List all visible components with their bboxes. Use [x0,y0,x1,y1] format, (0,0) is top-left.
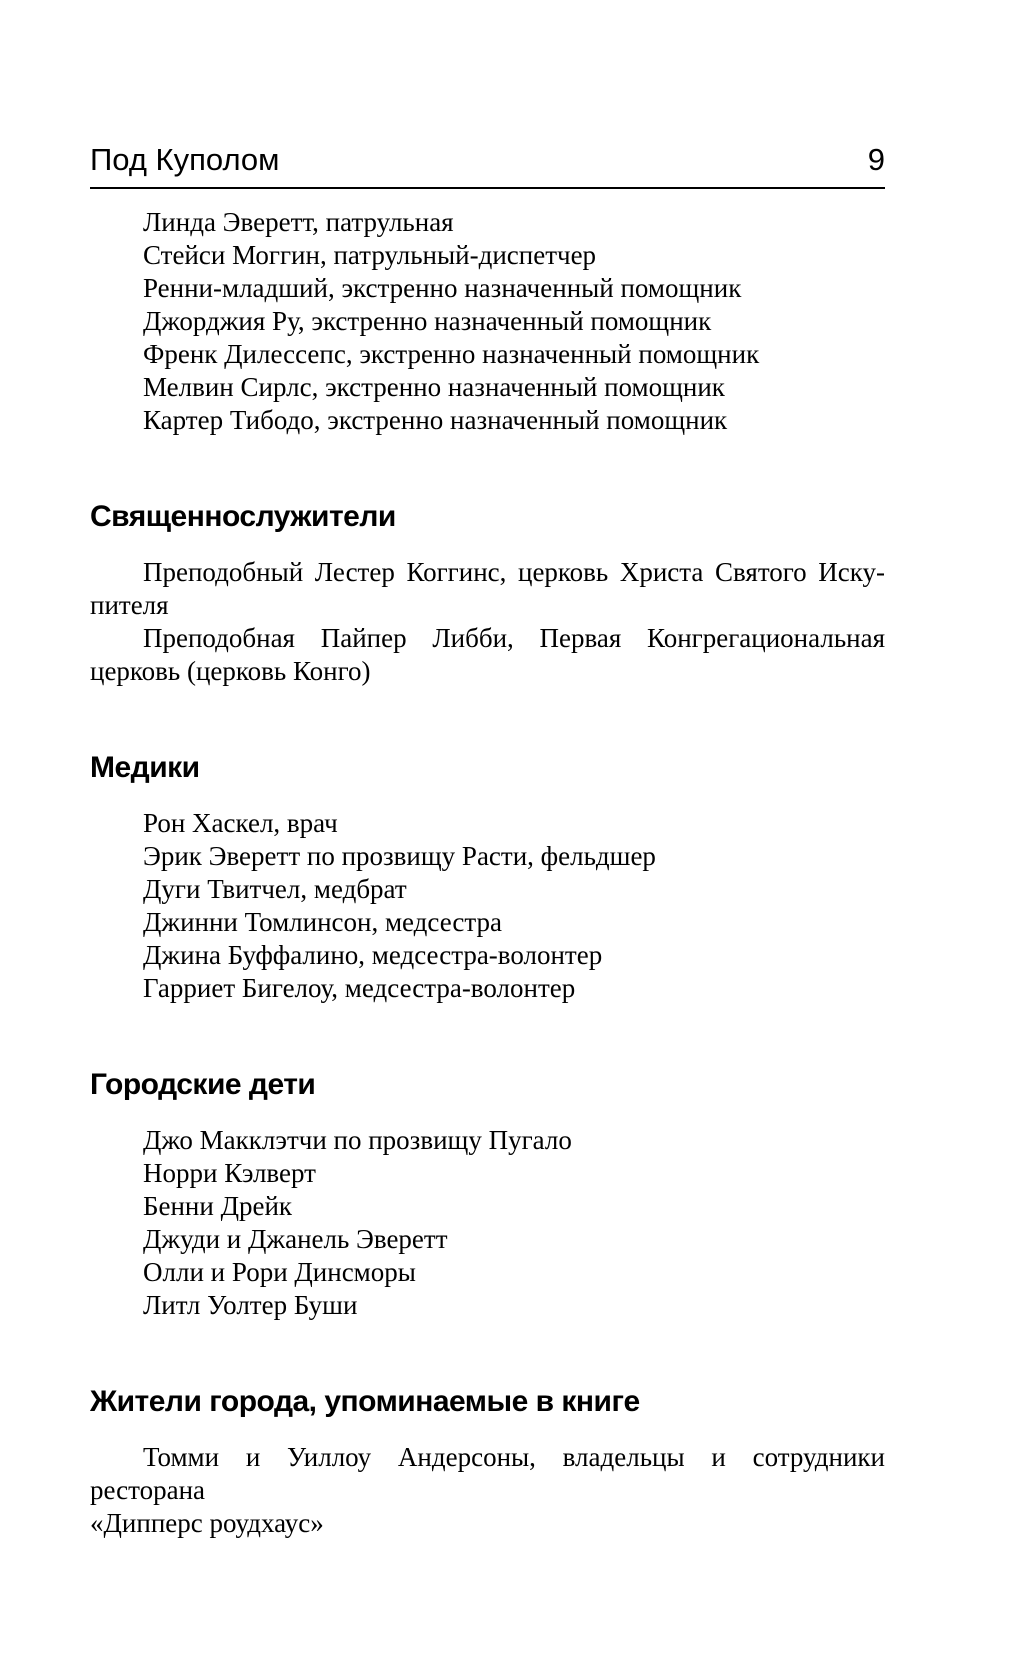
list-item: Френк Дилессепс, экстренно назначенный помощник [143,339,760,369]
list-item: Линда Эверетт, патрульная [143,207,454,237]
section-heading: Жители города, упоминаемые в книге [90,1385,640,1418]
page-content [90,0,885,1540]
paragraph-line: Преподобная Пайпер Либби, Первая Конгрегациональная [143,623,885,653]
paragraph [90,1441,885,1540]
list-item: Эрик Эверетт по прозвищу Расти, фельдшер [143,841,656,871]
section-heading: Городские дети [90,1068,316,1101]
section-townspeople [90,1384,885,1540]
page-header [90,142,885,178]
list-item: Ренни-младший, экстренно назначенный помощник [143,273,742,303]
list-item: Мелвин Сирлс, экстренно назначенный помощник [143,372,725,402]
list-item: Рон Хаскел, врач [143,808,338,838]
section-town-kids [90,1067,885,1322]
header-rule [90,187,885,189]
list-item: Олли и Рори Динсморы [143,1257,416,1287]
kids-list [90,1124,885,1322]
list-item: Джуди и Джанель Эверетт [143,1224,448,1254]
list-item: Джо Макклэтчи по прозвищу Пугало [143,1125,572,1155]
section-heading: Священнослужители [90,500,396,533]
list-item: Джина Буффалино, медсестра-волонтер [143,940,603,970]
paragraph-line: Преподобный Лестер Коггинс, церковь Христа Святого Иску- [143,557,885,587]
running-head: Под Куполом [90,142,280,177]
list-item: Стейси Моггин, патрульный-диспетчер [143,240,597,270]
paragraph [90,622,885,688]
list-item: Литл Уолтер Буши [143,1290,358,1320]
list-item: Джорджия Ру, экстренно назначенный помощник [143,306,712,336]
paragraph-line: церковь (церковь Конго) [90,656,371,686]
police-roster-list [90,206,885,437]
section-clergy [90,499,885,688]
paragraph [90,556,885,622]
section-medics [90,750,885,1005]
paragraph-line: пителя [90,590,169,620]
list-item: Норри Кэлверт [143,1158,316,1188]
list-item: Картер Тибодо, экстренно назначенный помощник [143,405,728,435]
list-item: Бенни Дрейк [143,1191,293,1221]
page-number: 9 [867,142,885,177]
paragraph-line: Томми и Уиллоу Андерсоны, владельцы и сотрудники ресторана [90,1442,885,1505]
medics-list [90,807,885,1005]
list-item: Гарриет Бигелоу, медсестра-волонтер [143,973,576,1003]
section-heading: Медики [90,751,200,784]
list-item: Джинни Томлинсон, медсестра [143,907,502,937]
paragraph-line: «Дипперс роудхаус» [90,1508,324,1538]
list-item: Дуги Твитчел, медбрат [143,874,407,904]
